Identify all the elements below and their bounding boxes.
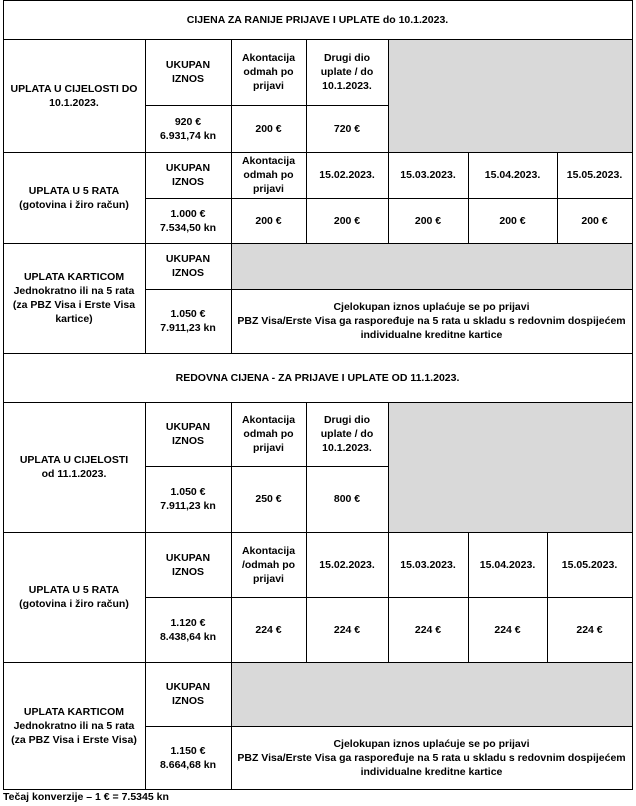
table-border <box>3 662 633 663</box>
regular-full-second-header: Drugi dio uplate / do 10.1.2023. <box>320 414 374 454</box>
regular-installments-label: UPLATA U 5 RATA (gotovina i žiro račun) <box>19 584 129 610</box>
table-border <box>145 39 146 353</box>
regular-full-advance: 250 € <box>255 493 282 505</box>
early-installments-label: UPLATA U 5 RATA (gotovina i žiro račun) <box>19 184 129 211</box>
early-installment-date: 15.03.2023. <box>400 169 456 181</box>
early-installments-advance: 200 € <box>255 214 282 227</box>
table-border <box>468 152 469 243</box>
table-border <box>468 532 469 662</box>
table-border <box>3 402 633 403</box>
table-border <box>306 402 307 662</box>
early-full-second: 720 € <box>333 122 361 135</box>
table-border <box>145 726 633 727</box>
empty-shaded-area <box>388 39 632 152</box>
table-border <box>547 532 548 662</box>
regular-card-total: 1.150 € 8.664,68 kn <box>159 744 217 771</box>
regular-installments-advance-header: Akontacija /odmah po prijavi <box>241 544 296 585</box>
regular-card-label: UPLATA KARTICOM Jednokratno ili na 5 rata (za PBZ Visa i Erste Visa) <box>11 705 137 746</box>
regular-card-note: Cjelokupan iznos uplaćuje se po prijavi PBZ Visa/Erste Visa ga raspoređuje na 5 rata u skladu s redovnim dospijećem individualne kreditne kartice <box>237 737 626 778</box>
regular-installment-date: 15.03.2023. <box>400 558 456 571</box>
regular-installment-amount: 224 € <box>576 623 603 636</box>
table-border <box>557 152 558 243</box>
early-installment-amount: 200 € <box>499 214 526 227</box>
early-full-advance-header: Akontacija odmah po prijavi <box>241 52 296 92</box>
regular-full-label: UPLATA U CIJELOSTI od 11.1.2023. <box>19 454 129 480</box>
regular-full-total: 1.050 € 7.911,23 kn <box>160 486 216 512</box>
regular-installments-total: 1.120 € 8.438,64 kn <box>159 616 217 643</box>
table-border <box>145 198 633 199</box>
early-card-total-header: UKUPAN IZNOS <box>165 253 211 279</box>
table-border <box>145 105 388 106</box>
table-border <box>3 39 633 40</box>
early-installment-date: 15.05.2023. <box>566 169 623 181</box>
table-border <box>3 0 633 1</box>
table-border <box>306 39 307 243</box>
empty-shaded-area <box>231 243 632 289</box>
table-border <box>145 402 146 789</box>
early-installments-total-header: UKUPAN IZNOS <box>165 162 211 188</box>
table-border <box>3 152 633 153</box>
early-full-total: 920 € 6.931,74 kn <box>159 115 217 142</box>
table-border <box>388 39 389 243</box>
regular-installments-advance: 224 € <box>255 623 282 636</box>
early-installment-date: 15.02.2023. <box>319 169 375 181</box>
table-border <box>632 0 633 790</box>
exchange-rate-note: Tečaj konverzije – 1 € = 7.5345 kn <box>3 791 169 803</box>
regular-full-second: 800 € <box>333 493 361 505</box>
early-installment-date: 15.04.2023. <box>484 169 541 181</box>
early-full-second-header: Drugi dio uplate / do 10.1.2023. <box>320 52 374 92</box>
regular-section-heading: REDOVNA CIJENA - ZA PRIJAVE I UPLATE OD 11.1.2023. <box>175 371 460 384</box>
early-installment-amount: 200 € <box>414 214 442 227</box>
early-card-label: UPLATA KARTICOM Jednokratno ili na 5 rata (za PBZ Visa i Erste Visa kartice) <box>12 271 136 325</box>
regular-installment-date: 15.02.2023. <box>319 558 375 571</box>
regular-full-total-header: UKUPAN IZNOS <box>165 421 211 447</box>
table-border <box>3 789 633 790</box>
early-installments-advance-header: Akontacija odmah po prijavi <box>241 155 296 195</box>
early-installments-total: 1.000 € 7.534,50 kn <box>159 207 217 234</box>
empty-shaded-area <box>388 402 632 532</box>
early-installment-amount: 200 € <box>333 214 361 227</box>
regular-full-advance-header: Akontacija odmah po prijavi <box>241 414 296 454</box>
regular-installment-amount: 224 € <box>414 623 442 636</box>
early-full-label: UPLATA U CIJELOSTI DO 10.1.2023. <box>10 82 138 109</box>
table-border <box>145 597 633 598</box>
regular-installment-date: 15.04.2023. <box>479 558 536 571</box>
table-border <box>3 532 633 533</box>
regular-installment-amount: 224 € <box>333 623 361 636</box>
early-card-total: 1.050 € 7.911,23 kn <box>160 308 216 334</box>
table-border <box>3 243 633 244</box>
table-border <box>145 466 388 467</box>
early-installment-amount: 200 € <box>581 214 608 227</box>
table-border <box>145 289 633 290</box>
empty-shaded-area <box>231 662 632 726</box>
early-section-heading: CIJENA ZA RANIJE PRIJAVE I UPLATE do 10.1.2023. <box>186 13 449 26</box>
regular-card-total-header: UKUPAN IZNOS <box>165 681 211 707</box>
early-full-advance: 200 € <box>255 122 282 135</box>
table-border <box>388 402 389 662</box>
table-border <box>231 39 232 353</box>
regular-installments-total-header: UKUPAN IZNOS <box>165 551 211 578</box>
table-border <box>3 0 4 790</box>
table-border <box>231 402 232 789</box>
regular-installment-date: 15.05.2023. <box>561 558 618 571</box>
regular-installment-amount: 224 € <box>494 623 521 636</box>
table-border <box>3 353 633 354</box>
early-card-note: Cjelokupan iznos uplaćuje se po prijavi PBZ Visa/Erste Visa ga raspoređuje na 5 rata u skladu s redovnim dospijećem individualne kreditne kartice <box>237 301 626 341</box>
early-full-total-header: UKUPAN IZNOS <box>165 59 211 85</box>
